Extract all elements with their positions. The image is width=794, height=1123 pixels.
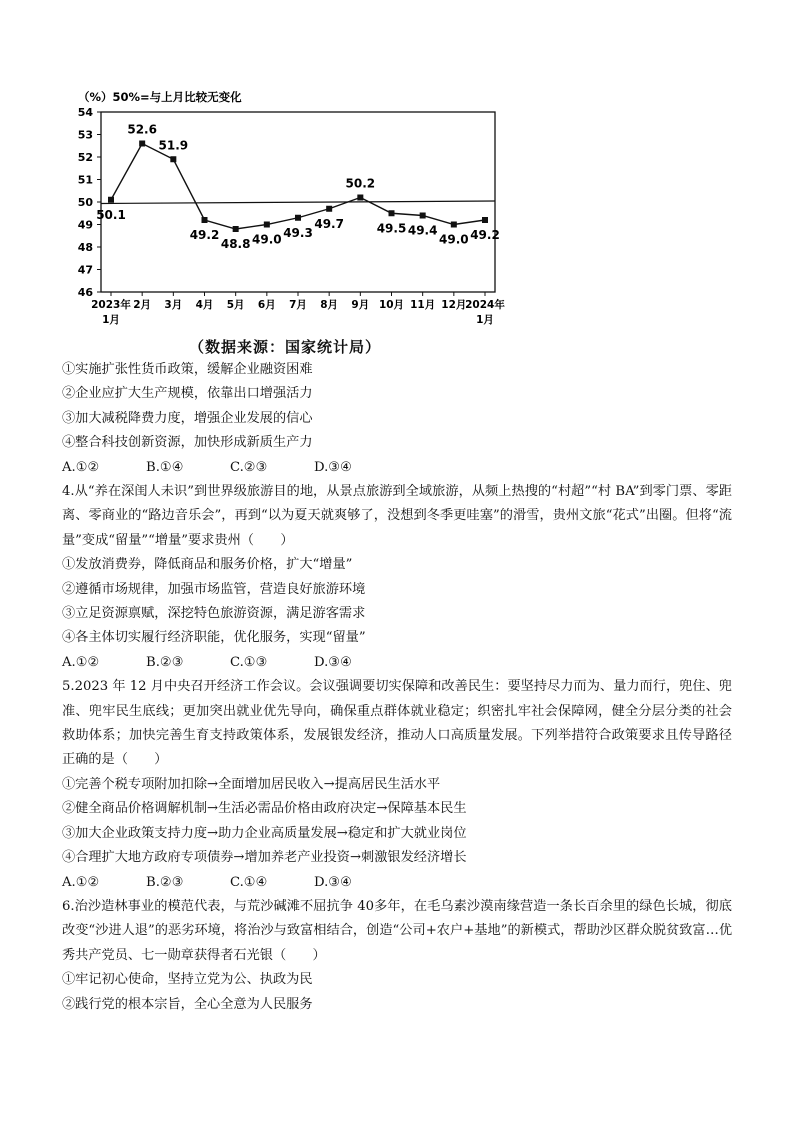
data-point [482, 217, 488, 223]
q5-choices [62, 871, 732, 895]
q4-choice-c: C.①③ [230, 654, 268, 670]
data-point [170, 156, 176, 162]
x-tick-label: 11月 [410, 299, 436, 311]
x-tick-label: 5月 [226, 299, 245, 311]
data-point [389, 210, 395, 216]
q4-stem: 4.从“养在深闺人未识”到世界级旅游目的地，从景点旅游到全域旅游，从频上热搜的“村超”“村 BA”到零门票、零距离、零商业的“路边音乐会”，再到“以为夏天就爽够了，没想到冬季更哇塞”的滑雪，贵州文旅“花式”出圈。但将“流量”变成“留量”“增量”要求贵州（ ） [62, 484, 732, 548]
data-label: 49.3 [283, 225, 313, 240]
q3-option-3: ③加大减税降费力度，增强企业发展的信心 [62, 410, 313, 426]
q3-option-2: ②企业应扩大生产规模，依靠出口增强活力 [62, 386, 313, 402]
data-label: 50.2 [345, 176, 376, 191]
data-label: 50.1 [96, 207, 126, 222]
q5-option-4: ④合理扩大地方政府专项债券→增加养老产业投资→刺激银发经济增长 [62, 850, 467, 866]
q3-choices [62, 456, 732, 480]
data-label: 49.2 [470, 228, 500, 242]
q5-option-2: ②健全商品价格调解机制→生活必需品价格由政府决定→保障基本民生 [62, 801, 467, 817]
data-labels [96, 123, 500, 252]
q3-choice-b: B.①④ [146, 459, 184, 475]
data-point [139, 141, 145, 147]
data-point [202, 217, 208, 223]
q3-option-1: ①实施扩张性货币政策，缓解企业融资困难 [62, 362, 313, 377]
q4-option-4: ④各主体切实履行经济职能，优化服务，实现“留量” [62, 630, 366, 646]
x-tick-label: 2024年 [465, 299, 505, 311]
x-tick-label: 1月 [476, 314, 494, 326]
y-tick-label: 52 [77, 151, 93, 164]
q4-choice-a: A.①② [62, 654, 100, 670]
q5-choice-c: C.①④ [230, 874, 268, 890]
y-tick-label: 54 [77, 106, 93, 119]
x-tick-label: 10月 [378, 299, 405, 311]
q6-option-2: ②践行党的根本宗旨，全心全意为人民服务 [62, 996, 313, 1012]
x-tick-label: 7月 [289, 299, 307, 311]
y-axis [78, 106, 101, 299]
q4-choice-b: B.②③ [146, 654, 184, 670]
data-label: 49.5 [376, 221, 407, 236]
q3-choice-a: A.①② [62, 459, 100, 475]
data-point [295, 215, 301, 221]
data-label: 49.2 [189, 228, 220, 242]
x-tick-label: 9月 [351, 299, 370, 311]
data-label: 49.0 [252, 232, 282, 247]
data-source-note: （数据来源：国家统计局） [188, 338, 381, 356]
data-point [326, 206, 332, 212]
x-tick-label: 3月 [164, 299, 183, 311]
y-tick-label: 50 [77, 196, 93, 209]
chart-title: （%）50%=与上月比较无变化 [78, 90, 242, 104]
q4-option-3: ③立足资源禀赋，深挖特色旅游资源，满足游客需求 [62, 606, 366, 622]
y-tick-label: 51 [77, 173, 93, 187]
q5-option-3: ③加大企业政策支持力度→助力企业高质量发展→稳定和扩大就业岗位 [62, 825, 467, 841]
q6-stem: 6.治沙造林事业的模范代表，与荒沙碱滩不屈抗争 40多年，在毛乌素沙漠南缘营造一条长百余里的绿色长城，彻底改变“沙进人退”的恶劣环境，将治沙与致富相结合，创造“公司+农户+基地”的新模式，帮助沙区群众脱贫致富…优秀共产党员、七一勋章获得者石光银（ ） [62, 898, 733, 963]
reference-line-50 [101, 201, 495, 204]
data-point [420, 213, 426, 219]
q5-stem: 5.2023 年 12 月中央召开经济工作会议。会议强调要切实保障和改善民生：要坚持尽力而为、量力而行，兜住、兜准、兜牢民生底线；更加突出就业优先导向，确保重点群体就业稳定；织密扎牢社会保障网，健全分层分类的社会救助体系；加快完善生育支持政策体系，发展银发经济，推动人口高质量发展。下列举措符合政策要求且传导路径正确的是（ ） [62, 679, 732, 768]
q3-choice-c: C.②③ [230, 459, 268, 475]
data-point [108, 197, 114, 203]
data-label: 49.4 [407, 223, 438, 238]
y-tick-label: 46 [77, 286, 93, 299]
q6-option-1: ①牢记初心使命，坚持立党为公、执政为民 [62, 972, 313, 988]
q4-choices [62, 651, 732, 675]
data-point [233, 226, 239, 232]
y-tick-label: 48 [77, 241, 93, 254]
x-tick-label: 12月 [441, 299, 467, 311]
question-content [62, 358, 732, 1017]
data-label: 51.9 [158, 138, 189, 153]
data-label: 49.0 [439, 232, 469, 247]
pmi-line-chart [60, 84, 510, 334]
q4-choice-d: D.③④ [314, 654, 352, 670]
q4-option-1: ①发放消费券，降低商品和服务价格，扩大“增量” [62, 557, 353, 573]
data-point [264, 222, 270, 228]
data-label: 49.7 [314, 216, 344, 231]
q5-choice-a: A.①② [62, 874, 100, 890]
x-tick-label: 6月 [257, 299, 276, 311]
q3-option-4: ④整合科技创新资源，加快形成新质生产力 [62, 435, 313, 451]
q4-option-2: ②遵循市场规律，加强市场监管，营造良好旅游环境 [62, 581, 366, 597]
y-tick-label: 53 [77, 128, 93, 142]
data-label: 52.6 [127, 122, 157, 137]
q3-choice-d: D.③④ [314, 459, 352, 475]
x-tick-label: 8月 [320, 299, 339, 311]
x-tick-label: 2023年 [91, 299, 131, 311]
y-tick-label: 49 [77, 218, 93, 232]
q5-option-1: ①完善个税专项附加扣除→全面增加居民收入→提高居民生活水平 [62, 776, 441, 792]
q5-choice-b: B.②③ [146, 874, 184, 890]
q5-choice-d: D.③④ [314, 874, 352, 890]
data-point [451, 222, 457, 228]
y-tick-label: 47 [77, 263, 93, 277]
data-point [357, 195, 363, 201]
x-axis [91, 292, 505, 326]
data-label: 48.8 [220, 237, 251, 251]
x-tick-label: 1月 [102, 314, 120, 326]
x-tick-label: 4月 [195, 299, 214, 311]
x-tick-label: 2月 [133, 299, 152, 311]
